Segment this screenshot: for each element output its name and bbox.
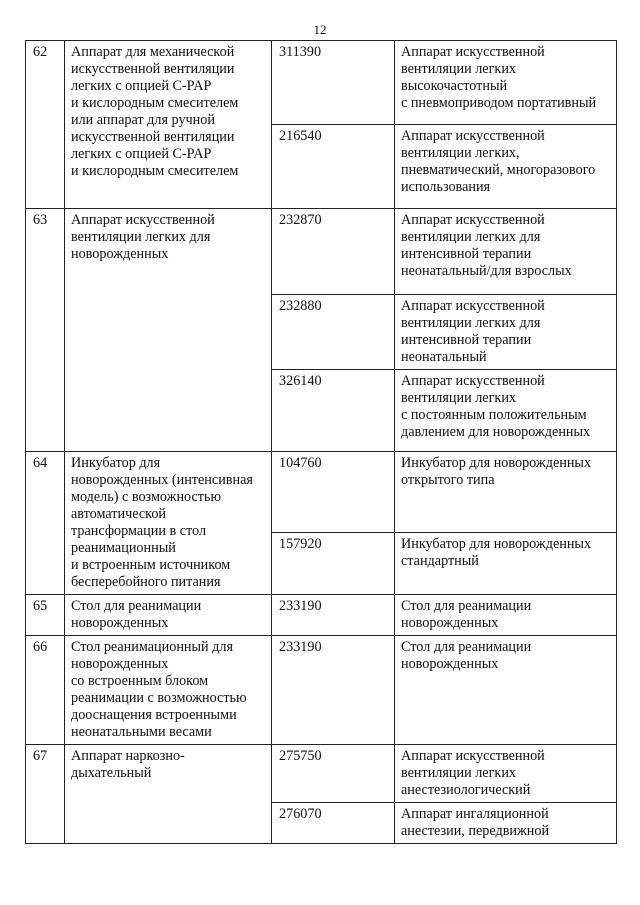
equipment-code: 233190: [272, 636, 395, 745]
equipment-code: 232870: [272, 209, 395, 295]
table-row: [26, 636, 617, 745]
equipment-name: Аппарат наркозно- дыхательный: [65, 745, 272, 844]
equipment-name: Инкубатор для новорожденных (интенсивная модель) с возможностью автоматической трансформации в стол реанимационный и встроенным источником бесперебойного питания: [65, 452, 272, 595]
page-number: 12: [313, 22, 327, 37]
equipment-name: Стол реанимационный для новорожденных со встроенным блоком реанимации с возможностью дооснащения встроенными неонатальными весами: [65, 636, 272, 745]
table-row: [26, 41, 617, 125]
table-row: [26, 595, 617, 636]
equipment-code: 311390: [272, 41, 395, 125]
equipment-description: Инкубатор для новорожденных открытого типа: [395, 452, 617, 533]
equipment-description: Аппарат ингаляционной анестезии, передвижной: [395, 803, 617, 844]
equipment-description: Инкубатор для новорожденных стандартный: [395, 533, 617, 595]
row-number: 67: [26, 745, 65, 844]
equipment-description: Стол для реанимации новорожденных: [395, 636, 617, 745]
row-number: 65: [26, 595, 65, 636]
equipment-table: [25, 40, 617, 844]
equipment-description: Аппарат искусственной вентиляции легких с постоянным положительным давлением для новорожденных: [395, 370, 617, 452]
equipment-description: Стол для реанимации новорожденных: [395, 595, 617, 636]
table-row: [26, 745, 617, 803]
equipment-code: 233190: [272, 595, 395, 636]
table-row: [26, 209, 617, 295]
equipment-code: 276070: [272, 803, 395, 844]
equipment-description: Аппарат искусственной вентиляции легких высокочастотный с пневмоприводом портативный: [395, 41, 617, 125]
row-number: 66: [26, 636, 65, 745]
equipment-name: Аппарат искусственной вентиляции легких для новорожденных: [65, 209, 272, 452]
equipment-description: Аппарат искусственной вентиляции легких, пневматический, многоразового использования: [395, 125, 617, 209]
row-number: 62: [26, 41, 65, 209]
equipment-code: 104760: [272, 452, 395, 533]
table-row: [26, 452, 617, 533]
equipment-code: 275750: [272, 745, 395, 803]
equipment-name: Стол для реанимации новорожденных: [65, 595, 272, 636]
row-number: 64: [26, 452, 65, 595]
equipment-code: 216540: [272, 125, 395, 209]
equipment-description: Аппарат искусственной вентиляции легких анестезиологический: [395, 745, 617, 803]
equipment-code: 157920: [272, 533, 395, 595]
equipment-description: Аппарат искусственной вентиляции легких для интенсивной терапии неонатальный/для взрослых: [395, 209, 617, 295]
equipment-description: Аппарат искусственной вентиляции легких для интенсивной терапии неонатальный: [395, 295, 617, 370]
row-number: 63: [26, 209, 65, 452]
equipment-code: 326140: [272, 370, 395, 452]
equipment-code: 232880: [272, 295, 395, 370]
equipment-name: Аппарат для механической искусственной вентиляции легких с опцией C-PAP и кислородным смесителем или аппарат для ручной искусственной вентиляции легких с опцией C-PAP и кислородным смесителем: [65, 41, 272, 209]
